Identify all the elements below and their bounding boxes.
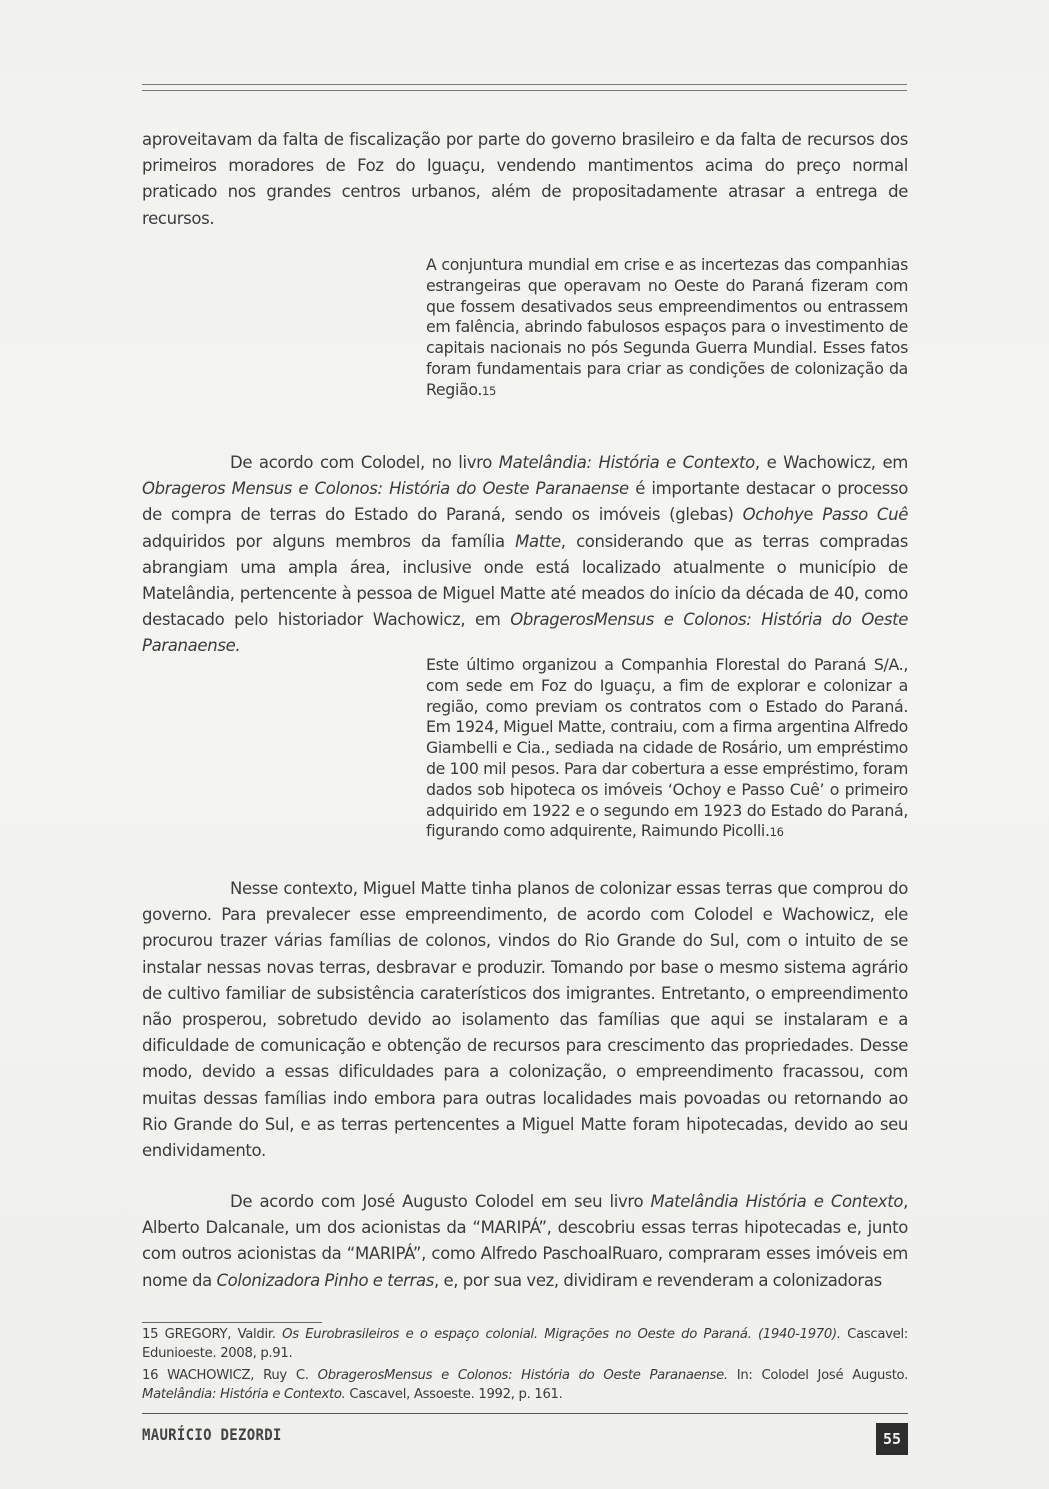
block-quote-1 [426,255,908,402]
text-span: GREGORY, Valdir. [158,1327,283,1342]
text-span: Cascavel: Edunioeste. 2008, p.91. [142,1327,908,1361]
reference-title: ObragerosMensus e Colonos: História do Oeste Paranaense. [317,1368,728,1383]
footnote-16 [142,1367,908,1404]
text-span: , Alberto Dalcanale, um dos acionistas da “MARIPÁ”, descobriu essas terras hipotecadas e, junto com outros acionistas da “MARIPÁ”, como Alfredo PaschoalRuaro, compraram esses imóveis em nome da [142,1192,908,1290]
paragraph-miguel-matte: Nesse contexto, Miguel Matte tinha planos de colonizar essas terras que comprou do governo. Para prevalecer esse empreendimento, de acordo com Colodel e Wachowicz, ele procurou trazer várias famílias de colonos, vindos do Rio Grande do Sul, com o intuito de se instalar nessas novas terras, desbravar e produzir. Tomando por base o mesmo sistema agrário de cultivo familiar de subsistência caraterísticos dos imigrantes. Entretanto, o empreendimento não prosperou, sobretudo devido ao isolamento das famílias que aqui se instalaram e a dificuldade de comunicação e obtenção de recursos para crescimento das propriedades. Desse modo, devido a essas dificuldades para a colonização, o empreendimento fracassou, com muitas dessas famílias indo embora para outras localidades mais povoadas ou retornando ao Rio Grande do Sul, e as terras pertencentes a Miguel Matte foram hipotecadas, devido ao seu endividamento. [142,879,908,1161]
page-number: 55 [876,1423,908,1455]
footnote-number: 15 [142,1327,159,1342]
family-name: Matte [515,531,561,551]
text-span: e [803,505,823,525]
book-title: Matelândia: História e Contexto [498,453,755,472]
reference-title: Matelândia: História e Contexto. [142,1386,346,1402]
text-span: adquiridos por alguns membros da família [142,531,516,551]
book-title: ObragerosMensus e Colonos: História do Oeste Paranaense. [142,610,908,656]
footnote-ref-16[interactable]: 16 [769,825,784,840]
text-span: é importante destacar o processo de compra de terras do Estado do Paraná, sendo os imóveis (glebas) [142,479,909,525]
text-span: De acordo com Colodel, no livro [230,453,499,472]
footnote-15 [142,1326,908,1363]
block-quote-2-text: Este último organizou a Companhia Florestal do Paraná S/A., com sede em Foz do Iguaçu, a fim de explorar e colonizar a região, como previam os contratos com o Estado do Paraná. Em 1924, Miguel Matte, contraiu, com a firma argentina Alfredo Giambelli e Cia., sediada na cidade de Rosário, um empréstimo de 100 mil pesos. Para dar cobertura a esse empréstimo, foram dados sob hipoteca os imóveis ‘Ochoy e Passo Cuê’ o primeiro adquirido em 1922 e o segundo em 1923 do Estado do Paraná, figurando como adquirente, Raimundo Picolli. [426,655,908,841]
block-quote-2 [426,655,908,843]
header-double-rule [142,84,907,91]
text-span: , e Wachowicz, em [754,453,908,472]
footer-rule [142,1413,908,1414]
text-span: De acordo com José Augusto Colodel em seu livro [230,1192,651,1211]
text-span: WACHOWICZ, Ruy C. [158,1368,318,1383]
footnotes [142,1326,908,1408]
text-span: , e, por sua vez, dividiram e revenderam a colonizadoras [434,1270,882,1290]
book-title: Matelândia História e Contexto [650,1192,904,1211]
paragraph-colodel-wachowicz [142,450,908,660]
author-name: MAURÍCIO DEZORDI [142,1426,282,1445]
text-span: , considerando que as terras compradas abrangiam uma ampla área, inclusive onde está localizado atualmente o município de Matelândia, pertencente à pessoa de Miguel Matte até meados do início da década de 40, como destacado pelo historiador Wachowicz, em [142,531,908,630]
text-span: Cascavel, Assoeste. 1992, p. 161. [345,1386,563,1402]
footnote-ref-15[interactable]: 15 [482,383,496,398]
gleba-name: Ochohy [742,505,804,525]
block-quote-1-text: A conjuntura mundial em crise e as incertezas das companhias estrangeiras que operavam no Oeste do Paraná fizeram com que fossem desativados seus empreendimentos ou entrassem em falência, abrindo fabulosos espaços para o investimento de capitais nacionais no pós Segunda Guerra Mundial. Esses fatos foram fundamentais para criar as condições de colonização da Região. [426,255,908,399]
footnote-separator [142,1322,322,1323]
paragraph-dalcanale [142,1189,908,1294]
text-span: In: Colodel José Augusto. [727,1368,908,1383]
book-title: Obrageros Mensus e Colonos: História do Oeste Paranaense [142,479,629,499]
company-name: Colonizadora Pinho e terras [216,1270,435,1290]
paragraph-continuation: aproveitavam da falta de fiscalização por parte do governo brasileiro e da falta de recursos dos primeiros moradores de Foz do Iguaçu, vendendo mantimentos acima do preço normal praticado nos grandes centros urbanos, além de propositadamente atrasar a entrega de recursos. [142,130,908,228]
gleba-name: Passo Cuê [822,505,908,525]
footnote-number: 16 [142,1368,159,1383]
reference-title: Os Eurobrasileiros e o espaço colonial. Migrações no Oeste do Paraná. (1940-1970). [282,1327,841,1342]
